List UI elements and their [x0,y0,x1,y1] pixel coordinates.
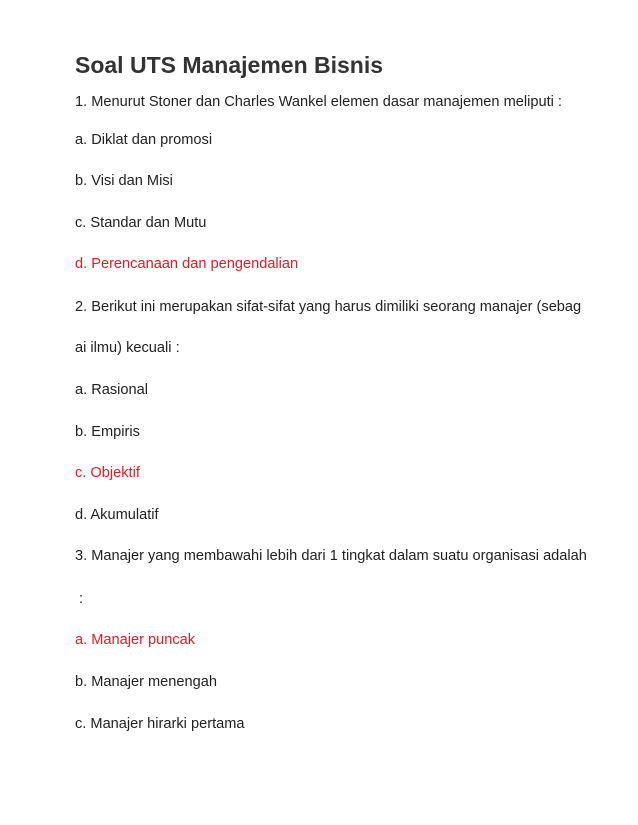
question-3-option-a-answer: a. Manajer puncak [75,632,196,648]
question-2-option-b: b. Empiris [75,424,140,440]
document-title: Soal UTS Manajemen Bisnis [75,52,384,78]
question-1-option-b: b. Visi dan Misi [75,173,173,189]
question-3-text-line-1: 3. Manajer yang membawahi lebih dari 1 tingkat dalam suatu organisasi adalah [75,548,587,564]
question-2-text-line-2: ai ilmu) kecuali : [75,340,180,356]
question-2-option-a: a. Rasional [75,382,149,398]
question-1-option-a: a. Diklat dan promosi [75,132,213,148]
question-1-text: 1. Menurut Stoner dan Charles Wankel elemen dasar manajemen meliputi : [75,94,562,110]
question-3-option-b: b. Manajer menengah [75,674,217,690]
question-2-option-d: d. Akumulatif [75,507,159,523]
question-3-option-c: c. Manajer hirarki pertama [75,716,245,732]
question-1-option-c: c. Standar dan Mutu [75,215,207,231]
question-3-text-line-2: : [75,591,84,607]
question-1-option-d-answer: d. Perencanaan dan pengendalian [75,256,299,272]
question-2-text-line-1: 2. Berikut ini merupakan sifat-sifat yang harus dimiliki seorang manajer (sebag [75,299,582,315]
question-2-option-c-answer: c. Objektif [75,465,140,481]
